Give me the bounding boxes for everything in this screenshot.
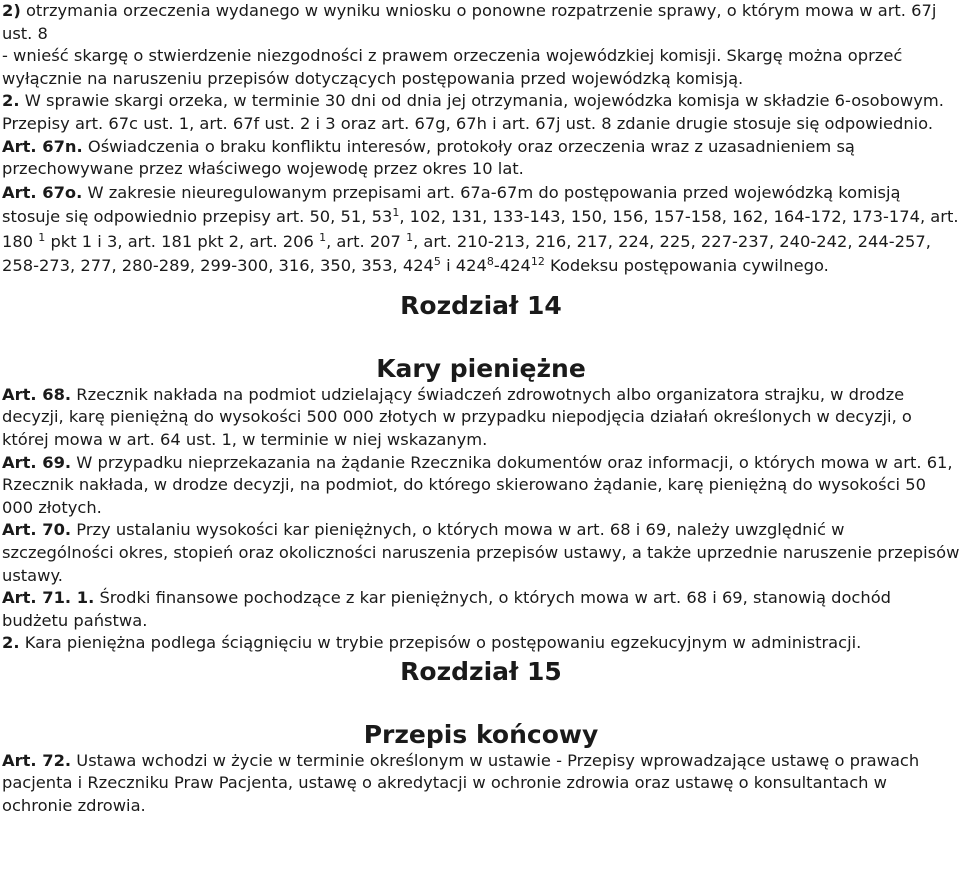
article-71: [2, 587, 960, 632]
superscript: 1: [38, 230, 46, 244]
article-text: Rzecznik nakłada na podmiot udzielający świadczeń zdrowotnych albo organizatora strajku, w drodze decyzji, karę pieniężną do wysokości 500 000 złotych w przypadku niepodjęcia działań określonych w decyzji, o której mowa w art. 64 ust. 1, w terminie w niej wskazanym.: [2, 384, 912, 449]
article-text: , art. 207: [326, 231, 407, 251]
article-text: , art. 210-213, 216, 217, 224, 225, 227-237, 240-242, 244-257, 258-273, 277, 280-289, 299-300, 316, 350, 353, 424: [2, 231, 931, 276]
article-label: 2.: [2, 633, 20, 653]
paragraph-label: 2.: [2, 91, 20, 111]
article-text: Ustawa wchodzi w życie w terminie określonym w ustawie - Przepisy wprowadzające ustawę o prawach pacjenta i Rzeczniku Praw Pacjenta, ustawę o akredytacji w ochronie zdrowia oraz ustawę o konsultantach w ochronie zdrowia.: [2, 750, 920, 816]
article-72: [2, 750, 960, 818]
article-label: Art. 67n.: [2, 136, 83, 156]
article-text: pkt 1 i 3, art. 181 pkt 2, art. 206: [45, 231, 320, 251]
superscript: 5: [433, 255, 441, 269]
article-label: Art. 70.: [2, 520, 72, 540]
article-text: Kara pieniężna podlega ściągnięciu w trybie przepisów o postępowaniu egzekucyjnym w administracji.: [19, 633, 862, 653]
article-label: Art. 72.: [2, 750, 72, 770]
superscript: 1: [319, 230, 327, 244]
chapter-15-title: Przepis końcowy: [363, 719, 599, 749]
article-label: Art. 68.: [2, 384, 72, 404]
superscript: 1: [392, 206, 400, 220]
article-label: Art. 71. 1.: [2, 588, 95, 608]
article-70: [2, 519, 960, 587]
superscript: 12: [530, 255, 545, 269]
article-68: [2, 384, 960, 452]
article-label: Art. 67o.: [2, 182, 83, 202]
paragraph-label: 2): [2, 1, 21, 20]
superscript: 8: [486, 255, 494, 269]
article-label: Art. 69.: [2, 452, 72, 472]
article-text: , 102, 131, 133-143, 150, 156, 157-158, 162, 164-172, 173-174, art. 180: [2, 207, 959, 251]
article-text: Przy ustalaniu wysokości kar pieniężnych, o których mowa w art. 68 i 69, należy uwzględnić w szczególności okres, stopień oraz okoliczności naruszenia przepisów ustawy, a także uprzednie naruszenie przepisów ustawy.: [2, 520, 960, 585]
paragraph-wniesc-skarge: [2, 45, 960, 90]
article-text: Kodeksu postępowania cywilnego.: [544, 256, 829, 276]
article-text: W zakresie nieuregulowanym przepisami art. 67a-67m do postępowania przed wojewódzką komisją stosuje się odpowiednio przepisy art. 50, 51, 53: [2, 182, 901, 227]
article-text: i 424: [440, 256, 487, 276]
paragraph-text: - wnieść skargę o stwierdzenie niezgodności z prawem orzeczenia wojewódzkiej komisji. Skargę można oprzeć wyłącznie na naruszeniu przepisów dotyczących postępowania przed wojewódzką komisją.: [2, 46, 903, 88]
superscript: 1: [406, 230, 414, 244]
article-71-ust-2: [2, 632, 960, 655]
chapter-14-title: Kary pieniężne: [376, 353, 586, 383]
article-67n: [2, 136, 960, 181]
article-67o: [2, 181, 960, 279]
chapter-14-number: Rozdział 14: [400, 290, 562, 320]
paragraph-2-otrzymania: [2, 0, 960, 45]
article-text: Oświadczenia o braku konfliktu interesów, protokoły oraz orzeczenia wraz z uzasadnieniem są przechowywane przez właściwego wojewodę przez okres 10 lat.: [2, 136, 855, 179]
article-69: [2, 452, 960, 520]
paragraph-ust-2: [2, 90, 960, 135]
paragraph-text: W sprawie skargi orzeka, w terminie 30 dni od dnia jej otrzymania, wojewódzka komisja w składzie 6-osobowym. Przepisy art. 67c ust. 1, art. 67f ust. 2 i 3 oraz art. 67g, 67h i art. 67j ust. 8 zdanie drugie stosuje się odpowiednio.: [2, 91, 944, 133]
chapter-15-number: Rozdział 15: [400, 656, 562, 686]
paragraph-text: otrzymania orzeczenia wydanego w wyniku wniosku o ponowne rozpatrzenie sprawy, o którym mowa w art. 67j ust. 8: [2, 1, 937, 43]
article-text: -424: [493, 256, 531, 276]
article-text: W przypadku nieprzekazania na żądanie Rzecznika dokumentów oraz informacji, o których mowa w art. 61, Rzecznik nakłada, w drodze decyzji, na podmiot, do którego skierowano żądanie, karę pieniężną do wysokości 50 000 złotych.: [2, 452, 953, 517]
article-text: Środki finansowe pochodzące z kar pieniężnych, o których mowa w art. 68 i 69, stanowią dochód budżetu państwa.: [2, 588, 891, 630]
